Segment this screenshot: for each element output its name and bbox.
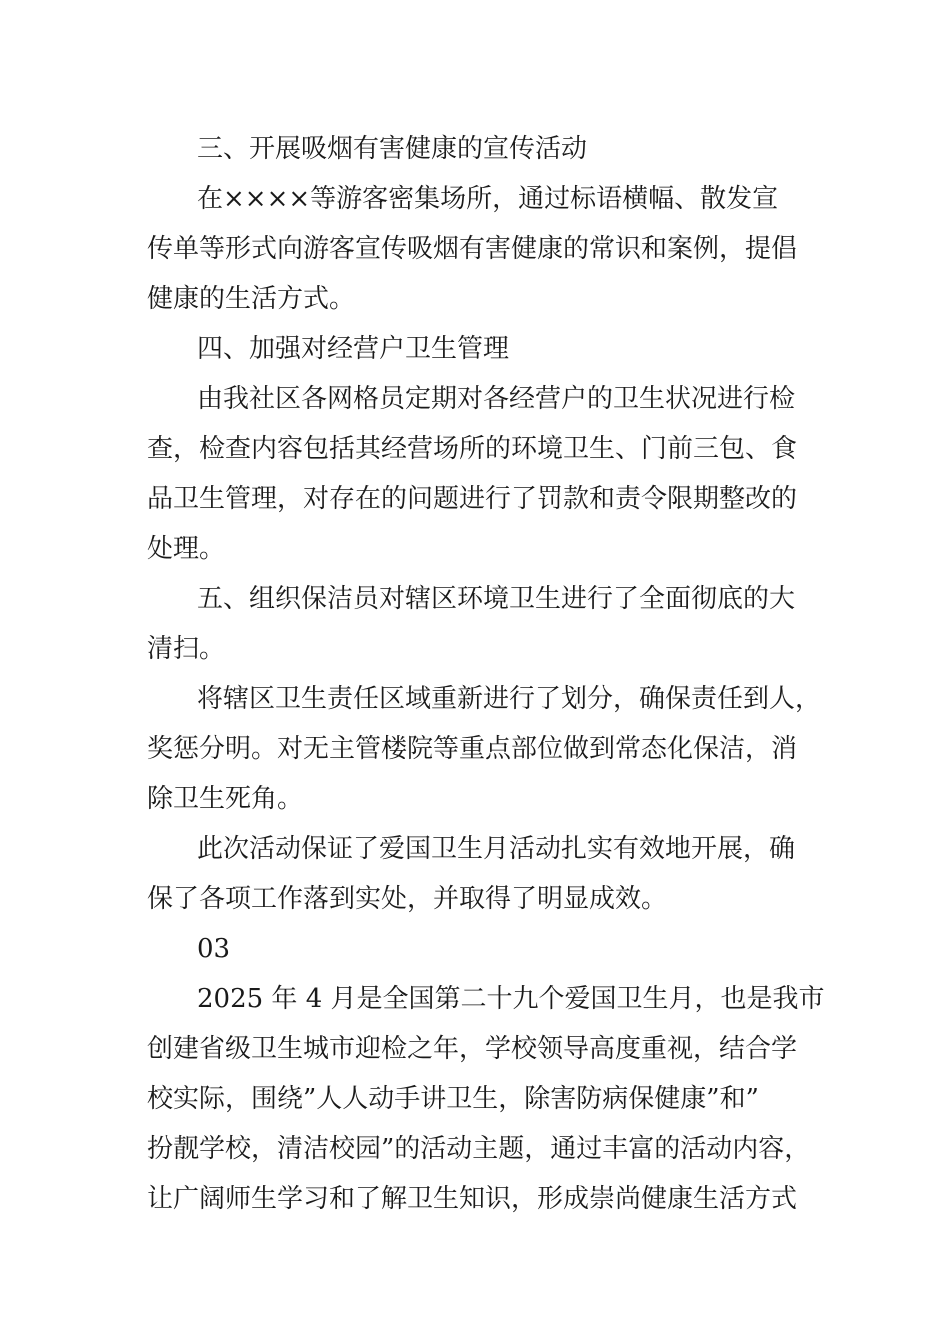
- paragraph-line: 清扫。: [147, 634, 226, 664]
- paragraph-line: 传单等形式向游客宣传吸烟有害健康的常识和案例，提倡: [147, 234, 798, 264]
- paragraph-line: 在××××等游客密集场所，通过标语横幅、散发宣: [197, 184, 779, 214]
- paragraph-line: 品卫生管理，对存在的问题进行了罚款和责令限期整改的: [147, 484, 798, 514]
- paragraph-line: 让广阔师生学习和了解卫生知识，形成崇尚健康生活方式: [147, 1184, 798, 1214]
- paragraph-line: 奖惩分明。对无主管楼院等重点部位做到常态化保洁，消: [147, 734, 798, 764]
- paragraph-line: 处理。: [147, 534, 226, 564]
- paragraph-line: 保了各项工作落到实处，并取得了明显成效。: [147, 884, 668, 914]
- section-heading-3: 三、开展吸烟有害健康的宣传活动: [197, 134, 588, 164]
- paragraph-line: 除卫生死角。: [147, 784, 304, 814]
- paragraph-line: 扮靓学校，清洁校园”的活动主题，通过丰富的活动内容，: [147, 1134, 811, 1164]
- section-heading-4: 四、加强对经营户卫生管理: [197, 334, 510, 364]
- paragraph-line: 创建省级卫生城市迎检之年，学校领导高度重视，结合学: [147, 1034, 798, 1064]
- paragraph-line: 将辖区卫生责任区域重新进行了划分，确保责任到人，: [197, 684, 822, 714]
- paragraph-line: 由我社区各网格员定期对各经营户的卫生状况进行检: [197, 384, 796, 414]
- section-heading-5: 五、组织保洁员对辖区环境卫生进行了全面彻底的大: [197, 584, 796, 614]
- paragraph-line: 健康的生活方式。: [147, 284, 356, 314]
- paragraph-line: 此次活动保证了爱国卫生月活动扎实有效地开展，确: [197, 834, 796, 864]
- paragraph-line: 查，检查内容包括其经营场所的环境卫生、门前三包、食: [147, 434, 798, 464]
- section-number: 03: [197, 934, 231, 964]
- paragraph-line: 校实际，围绕”人人动手讲卫生，除害防病保健康”和”: [147, 1084, 759, 1114]
- paragraph-line: 2025 年 4 月是全国第二十九个爱国卫生月，也是我市: [197, 984, 825, 1014]
